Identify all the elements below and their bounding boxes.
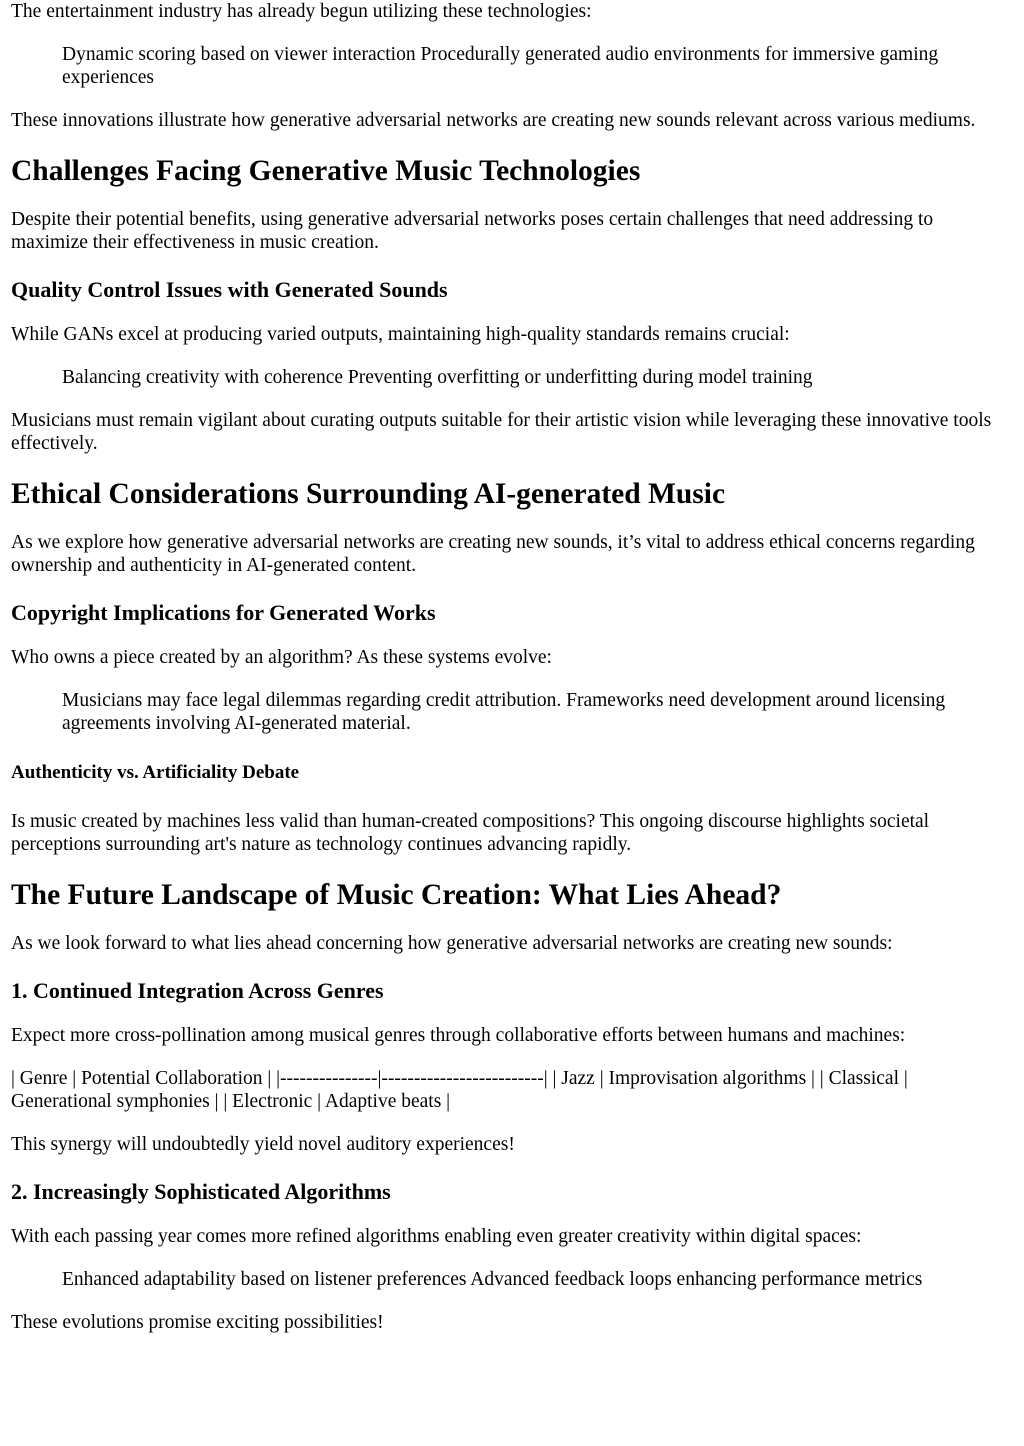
heading-copyright: Copyright Implications for Generated Works [11, 600, 436, 625]
paragraph-challenges-intro: Despite their potential benefits, using generative adversarial networks poses certain challenges that need addressing to maximize their effectiveness in music creation. [11, 209, 934, 253]
paragraph-copyright-intro: Who owns a piece created by an algorithm? As these systems evolve: [11, 647, 552, 668]
heading-algorithms: 2. Increasingly Sophisticated Algorithms [11, 1179, 391, 1204]
paragraph-synergy: This synergy will undoubtedly yield novel auditory experiences! [11, 1134, 515, 1155]
blockquote-quality-items: Balancing creativity with coherence Preventing overfitting or underfitting during model training [62, 367, 813, 388]
heading-future: The Future Landscape of Music Creation: What Lies Ahead? [11, 879, 782, 911]
blockquote-copyright-items: Musicians may face legal dilemmas regarding credit attribution. Frameworks need development around licensing agreements involving AI-generated material. [62, 690, 946, 734]
heading-challenges: Challenges Facing Generative Music Technologies [11, 155, 641, 187]
blockquote-entertainment-uses: Dynamic scoring based on viewer interaction Procedurally generated audio environments for immersive gaming experiences [62, 44, 939, 88]
paragraph-genre-table-text: | Genre | Potential Collaboration | |---------------|-------------------------| | Jazz | Improvisation algorithms | | Classical | Generational symphonies | | Electronic | Adaptive beats | [11, 1068, 908, 1112]
paragraph-innovations: These innovations illustrate how generative adversarial networks are creating new sounds relevant across various mediums. [11, 110, 976, 131]
paragraph-quality-intro: While GANs excel at producing varied outputs, maintaining high-quality standards remains crucial: [11, 324, 790, 345]
heading-integration: 1. Continued Integration Across Genres [11, 978, 384, 1003]
paragraph-evolutions: These evolutions promise exciting possibilities! [11, 1312, 384, 1333]
paragraph-authenticity: Is music created by machines less valid than human-created compositions? This ongoing discourse highlights societal perceptions surrounding art's nature as technology continues advancing rapidly. [11, 811, 930, 855]
heading-authenticity: Authenticity vs. Artificiality Debate [11, 762, 300, 783]
paragraph-algorithms-intro: With each passing year comes more refined algorithms enabling even greater creativity within digital spaces: [11, 1226, 862, 1247]
paragraph-ethical-intro: As we explore how generative adversarial networks are creating new sounds, it’s vital to address ethical concerns regarding ownership and authenticity in AI-generated content. [11, 532, 975, 576]
heading-ethical: Ethical Considerations Surrounding AI-generated Music [11, 478, 726, 510]
paragraph-musicians-vigilant: Musicians must remain vigilant about curating outputs suitable for their artistic vision while leveraging these innovative tools effectively. [11, 410, 992, 454]
blockquote-algorithm-items: Enhanced adaptability based on listener preferences Advanced feedback loops enhancing performance metrics [62, 1269, 923, 1290]
paragraph-future-intro: As we look forward to what lies ahead concerning how generative adversarial networks are creating new sounds: [11, 933, 893, 954]
heading-quality-control: Quality Control Issues with Generated Sounds [11, 277, 448, 302]
paragraph-integration-intro: Expect more cross-pollination among musical genres through collaborative efforts between humans and machines: [11, 1025, 906, 1046]
paragraph-entertainment-intro: The entertainment industry has already begun utilizing these technologies: [11, 1, 592, 22]
